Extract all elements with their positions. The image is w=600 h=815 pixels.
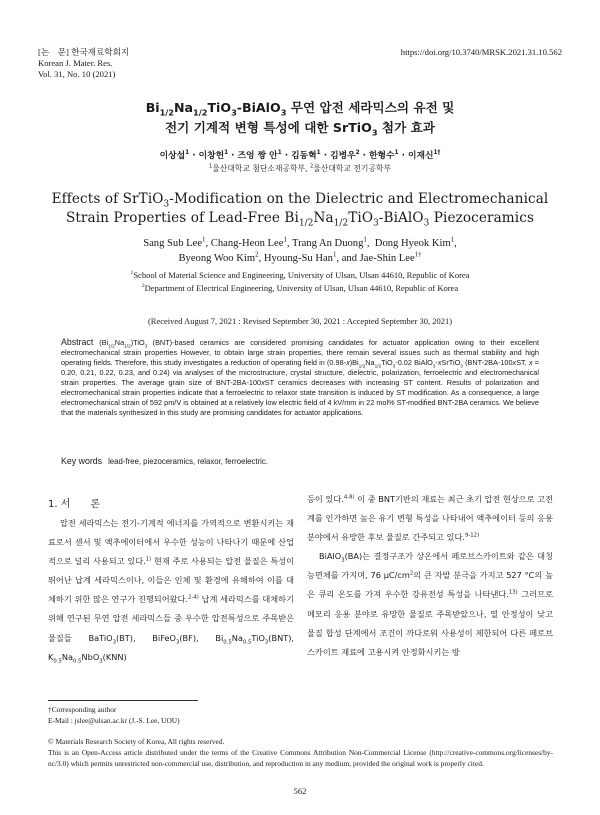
affiliation-ko: $^1$울산대학교 첨단소재공학부, $^2$울산대학교 전기공학부 [208,163,392,173]
authors-en-line2: Byeong Woo Kim$^2$, Hyoung-Su Han$^1$, and Jae-Shin Lee$^{1\dagger}$ [178,251,422,264]
affiliation-en-line2: $^2$Department of Electrical Engineering, University of Ulsan, Ulsan 44610, Republic of Korea [141,283,459,293]
title-ko-line1: $Bi_{1/2}Na_{1/2}TiO_3-BiAlO_3$ 무연 압전 세라믹스의 유전 및 [145,100,455,118]
received-dates: (Received August 7, 2021 : Revised September 30, 2021 : Accepted September 30, 2021) [147,316,453,326]
right-column-text [307,490,553,662]
keywords-text: lead-free, piezoceramics, relaxor, ferroelectric. [108,457,268,466]
corresponding-author-note: †Corresponding author [48,705,117,714]
title-en-line2: Strain Properties of Lead-Free $Bi_{1/2}Na_{1/2}TiO_3-BiAlO_3$ Piezoceramics [65,210,535,229]
left-column-text [48,514,294,667]
paragraph-intro-3: BiAlO$_3$(BA)는 결정구조가 상온에서 페로브스카이트와 같은 대칭 능면체를 가지며, 76 $\mu C/cm^2$의 큰 자발 분극을 가지고 527 °C의 높은 큐리 온도를 가져 우수한 강유전성 특성을 나타낸다.$^{13)}$ 그러므로 메모리 응용 분야로 유망한 물질로 주목받았으나, 열 안정성이 낮고 물질 합성 단계에서 조건이 까다로워 사용성이 제한되어 다른 페로브스카이트 재료에 고용시켜 안정화시키는 방 [307,551,553,657]
title-en-line1: Effects of SrTiO$_3$-Modification on the Dielectric and Electromechanical [51,191,549,210]
authors-en-line1: Sang Sub Lee$^1$, Chang-Heon Lee$^1$, Trang An Duong$^1$, Dong Hyeok Kim$^1$, [143,236,457,249]
footnote-rule [48,700,198,701]
paragraph-intro-1: 압전 세라믹스는 전기-기계적 에너지를 가역적으로 변환시키는 재료로서 센서 및 액추에이터에서 우수한 성능이 나타나기 때문에 산업적으로 널리 사용되고 있다.$^{1)}$ 현재 주로 사용되는 압전 물질은 특성이 뛰어난 납계 세라믹스이나, 이들은 인체 및 환경에 유해하여 이를 대체하기 위한 많은 연구가 진행되어왔다.$^{2-4)}$ 납계 세라믹스를 대체하기 위해 연구된 무연 압전 세라믹스들 중 우수한 압전특성으로 주목받은 물질들 BaTiO$_3$(BT), BiFeO$_3$(BF), $Bi_{0.5}Na_{0.5}TiO_3(BNT)$, $K_{0.5}Na_{0.5}NbO_3(KNN)$ [48,518,295,665]
abstract-label: Abstract [61,337,94,347]
corresponding-email: E-Mail : jslee@ulsan.ac.kr (J.-S. Lee, UOU) [48,716,180,725]
journal-volume: Vol. 31, No. 10 (2021) [38,69,116,79]
copyright-line: © Materials Research Society of Korea, All rights reserved. [48,737,225,746]
paragraph-intro-2: 등이 있다.$^{4-8)}$ 이 중 BNT기반의 재료는 최근 초기 압전 현상으로 고전계를 인가하면 높은 유기 변형 특성을 나타내어 액추에이터 등의 응용 분야에서 유망한 후보 물질로 간주되고 있다.$^{9-12)}$ [307,494,553,543]
keywords-label: Key words [61,456,103,466]
section-heading-introduction: 1. 서 론 [48,499,101,510]
journal-name-ko: [논 문] 한국재료학회지 [38,47,130,57]
keywords [61,456,539,466]
journal-name-en: Korean J. Mater. Res. [38,58,113,68]
abstract: Abstract $(Bi_{1/2}Na_{1/2})TiO_3$ (BNT)-based ceramics are considered promising candidates for actuator application owing to their excellent electromechanical strain properties However, to obtain large strain properties, there remain several issues such as thermal stability and high operating fields. Therefore, this study investigates a reduction of operating field in $(0.98-x)Bi_{1/2}Na_{1/2}TiO_3-0.02$ BiAlO$_3$-xSrTiO$_3$ (BNT-2BA-100xST, x = 0.20, 0.21, 0.22, 0.23, and 0.24) via analyses of the microstructure, crystal structure, dielectric, polarization, ferroelectric and electromechanical strain properties. The average grain size of BNT-2BA-100xST ceramics decreases with increasing ST content. Results of polarization and electromechanical strain properties indicate that a ferroelectric to relaxor state transition is induced by ST modification. As a consequence, a large electromechanical strain of 592 pm/V is obtained at a relatively low electric field of 4 kV/mm in 22 mol% ST-modified BNT-2BA ceramics. We believe that the materials synthesized in this study are promising candidates for actuator applications. [61,337,539,418]
page-number: 562 [293,786,307,796]
title-ko-line2: 전기 기계적 변형 특성에 대한 SrTiO$_3$ 첨가 효과 [165,120,435,138]
license-text: This is an Open-Access article distributed under the terms of the Creative Commons Attribution Non-Commercial License (http://creative-commons.org/licenses/by-nc/3.0) which permits unrestricted non-commercial use, distribution, and reproduction in any medium, provided the original work is properly cited. [48,748,553,768]
authors-ko: 이상섭$^1$ · 이창헌$^1$ · 즈엉 짱 안$^1$ · 김동혁$^1$ · 김병우$^2$ · 한형수$^1$ · 이재신$^{1\dagger}$ [159,150,441,161]
affiliation-en-line1: $^1$School of Material Science and Engineering, University of Ulsan, Ulsan 44610, Republic of Korea [130,270,470,280]
doi-link[interactable]: https://doi.org/10.3740/MRSK.2021.31.10.562 [400,47,562,57]
